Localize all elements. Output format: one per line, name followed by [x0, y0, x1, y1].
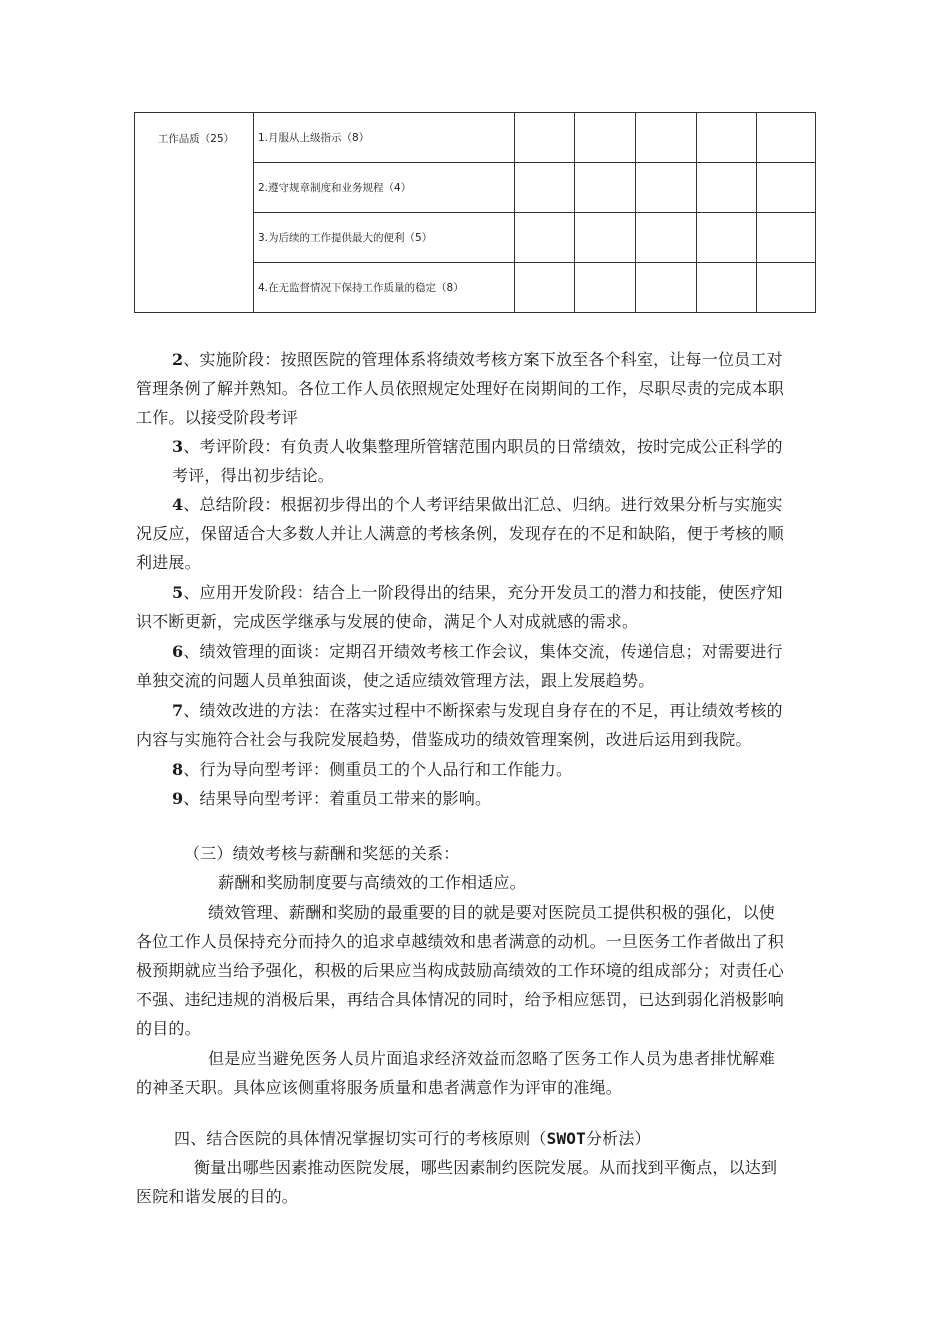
score-cell — [575, 213, 636, 263]
score-cell — [515, 163, 575, 213]
score-cell — [697, 163, 757, 213]
swot-label: SWOT — [546, 1129, 586, 1148]
stage-number: 2 — [172, 350, 184, 369]
text-line: 但是应当避免医务人员片面追求经济效益而忽略了医务工作人员为患者排忧解难 — [208, 1049, 776, 1068]
score-cell — [757, 263, 816, 313]
text-line: 医院和谐发展的目的。 — [136, 1187, 299, 1206]
stage-number: 3 — [172, 437, 184, 456]
stage-number: 9 — [172, 789, 184, 808]
stage-2-line — [172, 345, 783, 374]
score-cell — [636, 113, 697, 163]
heading-text: 分析法） — [585, 1129, 651, 1148]
score-cell — [575, 263, 636, 313]
text-line: 的神圣天职。具体应该侧重将服务质量和患者满意作为评审的准绳。 — [136, 1078, 623, 1097]
stage-6-line — [172, 637, 783, 666]
stage-3-line — [172, 432, 783, 461]
stage-text: 、绩效管理的面谈：定期召开绩效考核工作会议，集体交流，传递信息；对需要进行 — [183, 642, 783, 661]
stage-7-line — [172, 696, 783, 725]
heading-text: 四、结合医院的具体情况掌握切实可行的考核原则（ — [174, 1129, 547, 1148]
stage-number: 7 — [172, 701, 184, 720]
score-cell — [697, 113, 757, 163]
stage-text: 、应用开发阶段：结合上一阶段得出的结果，充分开发员工的潜力和技能，使医疗知 — [183, 583, 783, 602]
score-cell — [575, 113, 636, 163]
item-cell: 4.在无监督情况下保持工作质量的稳定（8） — [254, 263, 515, 313]
score-cell — [697, 263, 757, 313]
stage-text: 、行为导向型考评：侧重员工的个人品行和工作能力。 — [183, 760, 573, 779]
item-cell: 1.月服从上级指示（8） — [254, 113, 515, 163]
text-line: 利进展。 — [136, 553, 201, 572]
stage-4-line — [172, 490, 783, 519]
section-3-subheading: 薪酬和奖励制度要与高绩效的工作相适应。 — [218, 873, 526, 892]
score-cell — [757, 213, 816, 263]
score-cell — [757, 113, 816, 163]
text-line: 单独交流的问题人员单独面谈，使之适应绩效管理方法，跟上发展趋势。 — [136, 671, 655, 690]
stage-5-line — [172, 578, 783, 607]
score-cell — [636, 263, 697, 313]
text-line: 各位工作人员保持充分而持久的追求卓越绩效和患者满意的动机。一旦医务工作者做出了积 — [136, 932, 785, 951]
text-line: 工作。以接受阶段考评 — [136, 408, 299, 427]
score-cell — [697, 213, 757, 263]
section-4-heading — [174, 1124, 651, 1153]
text-line: 内容与实施符合社会与我院发展趋势，借鉴成功的绩效管理案例，改进后运用到我院。 — [136, 730, 752, 749]
text-line: 衡量出哪些因素推动医院发展，哪些因素制约医院发展。从而找到平衡点，以达到 — [194, 1158, 778, 1177]
table-row — [135, 113, 816, 163]
text-line: 识不断更新，完成医学继承与发展的使命，满足个人对成就感的需求。 — [136, 612, 639, 631]
text-line: 管理条例了解并熟知。各位工作人员依照规定处理好在岗期间的工作，尽职尽责的完成本职 — [136, 379, 785, 398]
stage-text: 、实施阶段：按照医院的管理体系将绩效考核方案下放至各个科室，让每一位员工对 — [183, 350, 783, 369]
stage-number: 5 — [172, 583, 184, 602]
section-3-heading: （三）绩效考核与薪酬和奖惩的关系： — [184, 844, 460, 863]
stage-text: 、结果导向型考评：着重员工带来的影响。 — [183, 789, 492, 808]
text-line: 极预期就应当给予强化，积极的后果应当构成鼓励高绩效的工作环境的组成部分；对责任心 — [136, 961, 785, 980]
score-cell — [515, 213, 575, 263]
text-line: 不强、违纪违规的消极后果，再结合具体情况的同时，给予相应惩罚，已达到弱化消极影响 — [136, 990, 785, 1009]
score-cell — [636, 163, 697, 213]
text-line: 的目的。 — [136, 1019, 201, 1038]
text-line: 绩效管理、薪酬和奖励的最重要的目的就是要对医院员工提供积极的强化，以使 — [208, 903, 776, 922]
stage-8-line — [172, 755, 572, 784]
text-line: 考评，得出初步结论。 — [172, 466, 335, 485]
score-cell — [575, 163, 636, 213]
score-cell — [757, 163, 816, 213]
item-cell: 3.为后续的工作提供最大的便利（5） — [254, 213, 515, 263]
score-cell — [515, 263, 575, 313]
stage-text: 、绩效改进的方法：在落实过程中不断探索与发现自身存在的不足，再让绩效考核的 — [183, 701, 783, 720]
text-line: 况反应，保留适合大多数人并让人满意的考核条例，发现存在的不足和缺陷，便于考核的顺 — [136, 524, 785, 543]
score-cell — [636, 213, 697, 263]
stage-text: 、考评阶段：有负责人收集整理所管辖范围内职员的日常绩效，按时完成公正科学的 — [183, 437, 783, 456]
stage-9-line — [172, 784, 491, 813]
item-cell: 2.遵守规章制度和业务规程（4） — [254, 163, 515, 213]
evaluation-table — [134, 112, 816, 313]
score-cell — [515, 113, 575, 163]
stage-text: 、总结阶段：根据初步得出的个人考评结果做出汇总、归纳。进行效果分析与实施实 — [183, 495, 783, 514]
category-cell: 工作品质（25） — [135, 113, 254, 313]
stage-number: 4 — [172, 495, 184, 514]
stage-number: 8 — [172, 760, 184, 779]
stage-number: 6 — [172, 642, 184, 661]
